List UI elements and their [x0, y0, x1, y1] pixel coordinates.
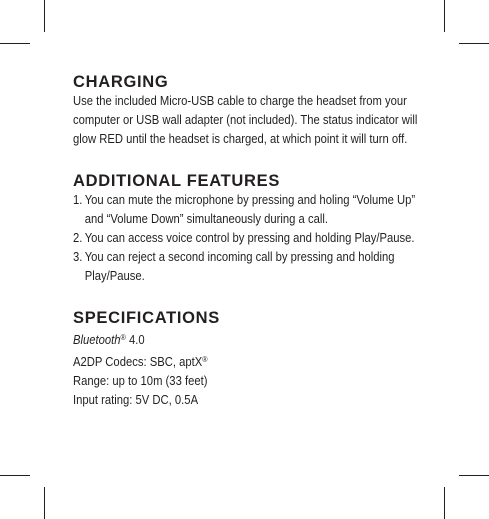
features-list [73, 191, 418, 286]
spec-bluetooth-label: Bluetooth [73, 333, 121, 347]
spec-codecs [73, 350, 418, 372]
crop-mark-bottom-right-vertical [444, 487, 445, 519]
crop-mark-bottom-left-horizontal [0, 475, 30, 476]
features-section [73, 171, 418, 286]
list-item-number: 2. [73, 231, 83, 245]
charging-section [73, 72, 418, 149]
list-item-text: You can access voice control by pressing and holding Play/Pause. [84, 231, 415, 245]
spec-range: Range: up to 10m (33 feet) [73, 374, 208, 388]
list-item [73, 248, 418, 286]
crop-mark-top-left-vertical [44, 0, 45, 32]
crop-mark-top-right-horizontal [459, 43, 489, 44]
crop-mark-bottom-left-vertical [44, 487, 45, 519]
document-content [73, 72, 418, 432]
spec-bluetooth-version: 4.0 [125, 333, 145, 347]
list-item-text: You can reject a second incoming call by pressing and holding Play/Pause. [84, 250, 395, 283]
list-item [73, 191, 418, 229]
spec-input-rating: Input rating: 5V DC, 0.5A [73, 393, 199, 407]
list-item-number: 1. [73, 193, 83, 207]
crop-mark-top-right-vertical [444, 0, 445, 32]
registered-mark: ® [202, 355, 208, 364]
crop-mark-top-left-horizontal [0, 43, 30, 44]
charging-heading: CHARGING [73, 73, 169, 91]
list-item-text: You can mute the microphone by pressing and holing “Volume Up” and “Volume Down” simultaneously during a call. [84, 193, 416, 226]
charging-text: Use the included Micro-USB cable to charge the headset from your computer or USB wall adapter (not included). The status indicator will glow RED until the headset is charged, at which point it will turn off. [73, 94, 418, 146]
specifications-heading: SPECIFICATIONS [73, 309, 221, 327]
spec-bluetooth [73, 328, 418, 350]
features-heading: ADDITIONAL FEATURES [73, 172, 281, 190]
list-item [73, 229, 418, 248]
list-item-number: 3. [73, 250, 83, 264]
specifications-section [73, 308, 418, 410]
registered-mark: ® [120, 333, 126, 342]
crop-mark-bottom-right-horizontal [459, 475, 489, 476]
spec-codecs-label: A2DP Codecs: SBC, aptX [73, 355, 203, 369]
